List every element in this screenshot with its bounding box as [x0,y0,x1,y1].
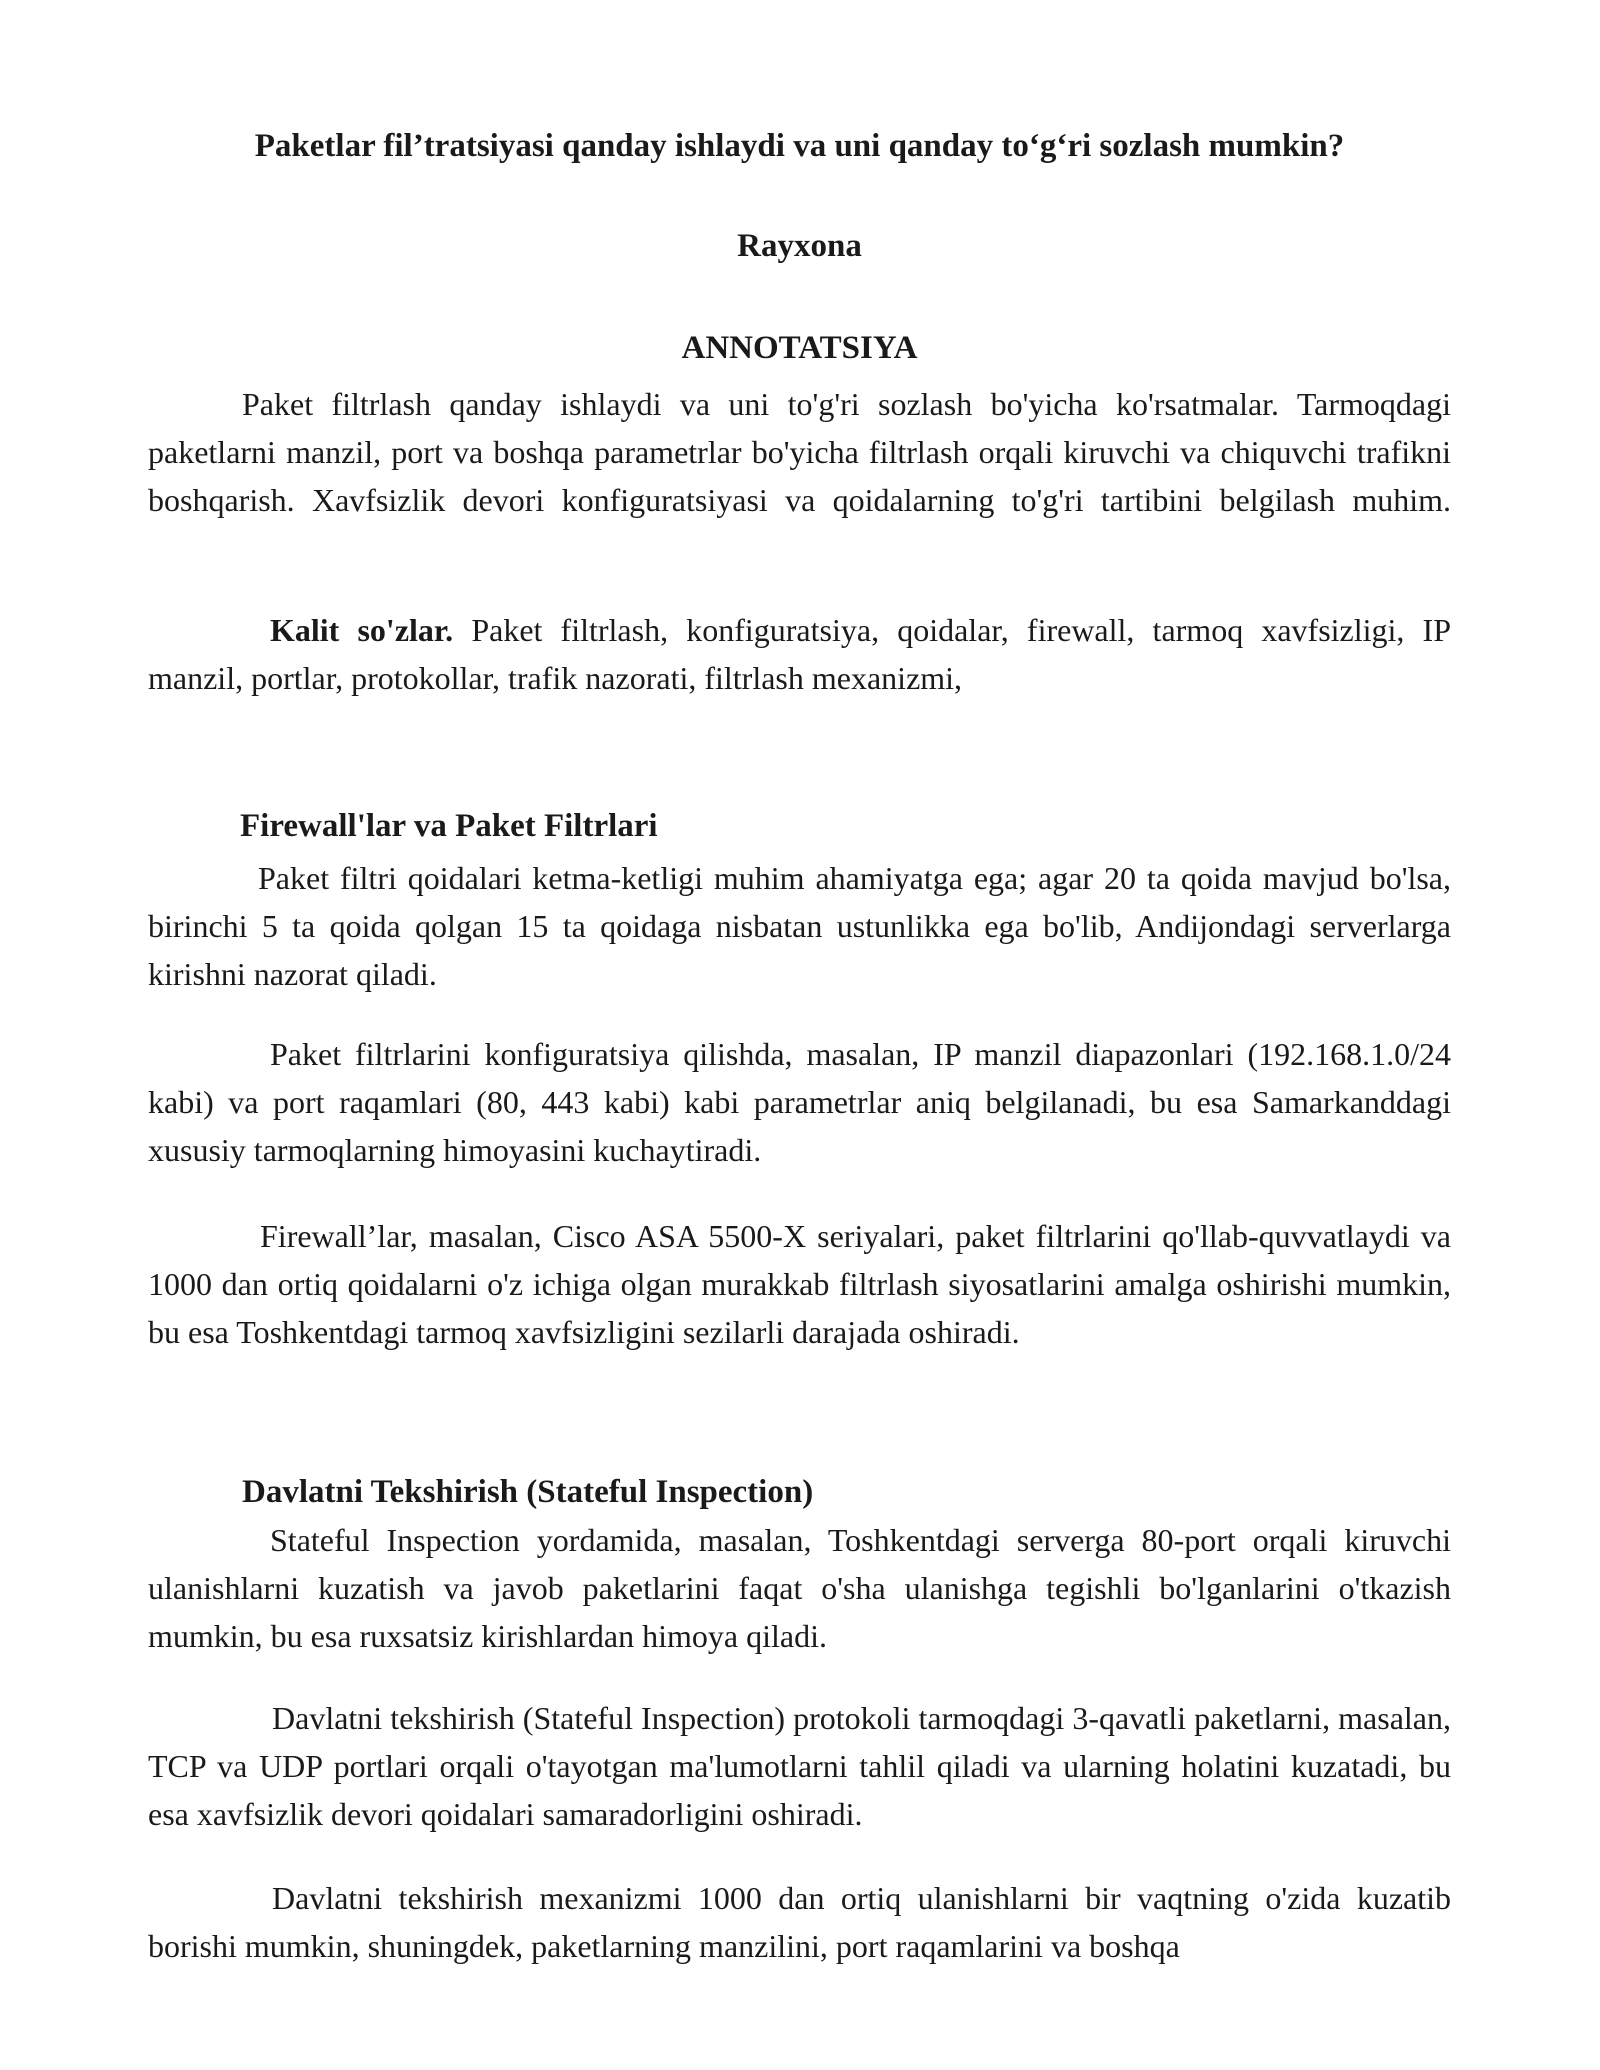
section1-paragraph: Paket filtrlarini konfiguratsiya qilishda, masalan, IP manzil diapazonlari (192.168.1.0/24 kabi) va port raqamlari (80, 443 kabi) kabi parametrlar aniq belgilanadi, bu esa Samarkanddagi xususiy tarmoqlarning himoyasini kuchaytiradi. [148,1036,1451,1168]
section1-paragraph: Paket filtri qoidalari ketma-ketligi muhim ahamiyatga ega; agar 20 ta qoida mavjud bo'lsa, birinchi 5 ta qoida qolgan 15 ta qoidaga nisbatan ustunlikka ega bo'lib, Andijondagi serverlarga kirishni nazorat qiladi. [148,860,1451,992]
section2-paragraph: Davlatni tekshirish mexanizmi 1000 dan ortiq ulanishlarni bir vaqtning o'zida kuzatib borishi mumkin, shuningdek, paketlarning manzilini, port raqamlarini va boshqa [148,1880,1451,1964]
author-name: Rayxona [737,228,862,264]
annotation-heading: ANNOTATSIYA [681,330,918,366]
page-title: Paketlar fil’tratsiyasi qanday ishlaydi va uni qanday to‘g‘ri sozlash mumkin? [254,128,1345,164]
keywords-label: Kalit so'zlar. [270,612,454,648]
annotation-text: Paket filtrlash qanday ishlaydi va uni to'g'ri sozlash bo'yicha ko'rsatmalar. Tarmoqdagi paketlarni manzil, port va boshqa parametrlar bo'yicha filtrlash orqali kiruvchi va chiquvchi trafikni boshqarish. Xavfsizlik devori konfiguratsiyasi va qoidalarning to'g'ri tartibini belgilash muhim. [148,386,1451,518]
section-heading-stateful-inspection: Davlatni Tekshirish (Stateful Inspection) [242,1474,814,1510]
section-heading-firewalls: Firewall'lar va Paket Filtrlari [240,808,658,844]
keywords-text: Paket filtrlash, konfiguratsiya, qoidalar, firewall, tarmoq xavfsizligi, IP manzil, portlar, protokollar, trafik nazorati, filtrlash mexanizmi, [148,612,1451,696]
section2-paragraph: Davlatni tekshirish (Stateful Inspection) protokoli tarmoqdagi 3-qavatli paketlarni, masalan, TCP va UDP portlari orqali o'tayotgan ma'lumotlarni tahlil qiladi va ularning holatini kuzatadi, bu esa xavfsizlik devori qoidalari samaradorligini oshiradi. [148,1700,1451,1832]
keywords-paragraph [148,606,1451,702]
section1-paragraph: Firewall’lar, masalan, Cisco ASA 5500-X seriyalari, paket filtrlarini qo'llab-quvvatlaydi va 1000 dan ortiq qoidalarni o'z ichiga olgan murakkab filtrlash siyosatlarini amalga oshirishi mumkin, bu esa Toshkentdagi tarmoq xavfsizligini sezilarli darajada oshiradi. [148,1218,1451,1350]
section2-paragraph: Stateful Inspection yordamida, masalan, Toshkentdagi serverga 80-port orqali kiruvchi ulanishlarni kuzatish va javob paketlarini faqat o'sha ulanishga tegishli bo'lganlarini o'tkazish mumkin, bu esa ruxsatsiz kirishlardan himoya qiladi. [148,1522,1451,1654]
